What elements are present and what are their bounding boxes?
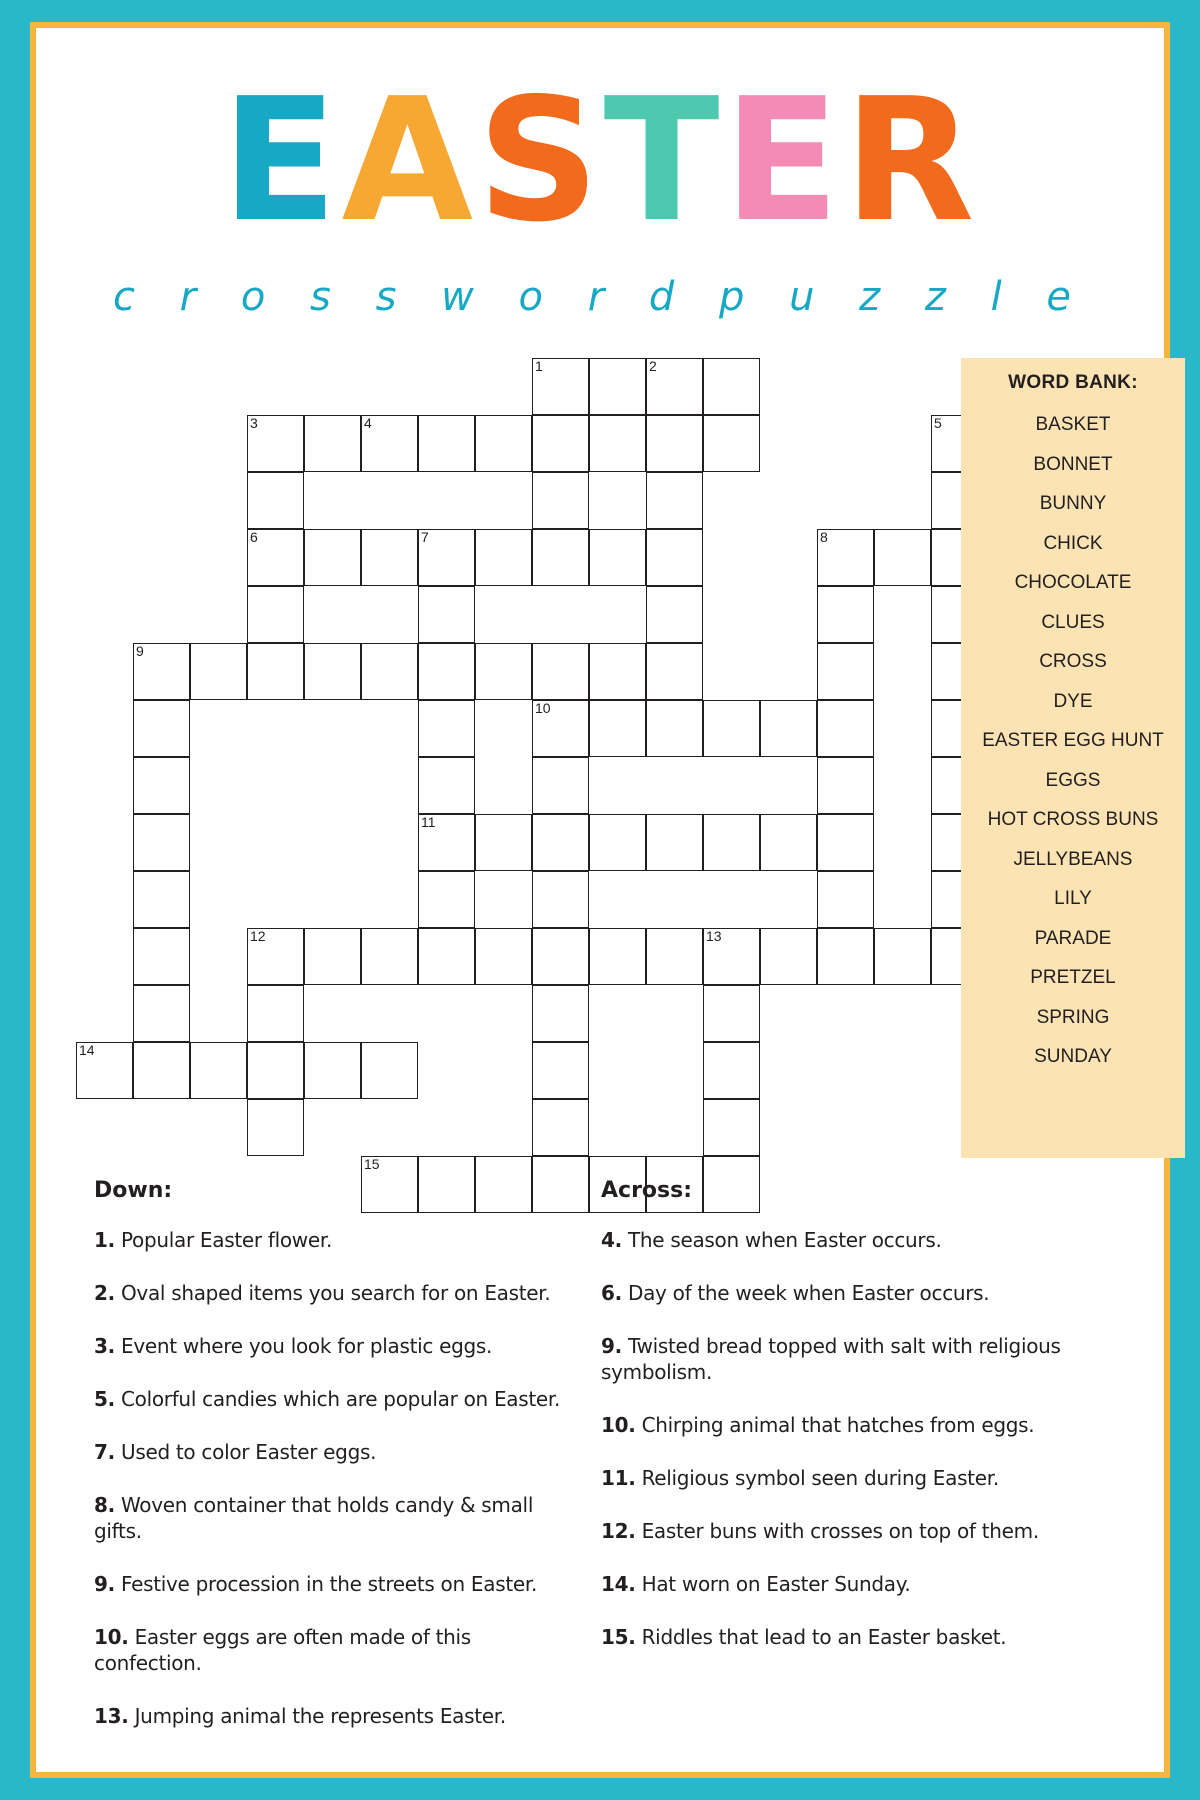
clue-text: Chirping animal that hatches from eggs. bbox=[635, 1413, 1035, 1437]
clue-item bbox=[601, 1333, 1091, 1385]
title-letter: T bbox=[603, 62, 724, 260]
title-block bbox=[36, 36, 1164, 336]
clue-text: Riddles that lead to an Easter basket. bbox=[635, 1625, 1007, 1649]
clue-number: 12. bbox=[601, 1519, 636, 1543]
grid-cell[interactable] bbox=[532, 415, 589, 472]
grid-cell[interactable] bbox=[418, 415, 475, 472]
grid-cell[interactable] bbox=[589, 700, 646, 757]
grid-cell[interactable] bbox=[703, 700, 760, 757]
grid-cell[interactable] bbox=[532, 1042, 589, 1099]
grid-cell[interactable] bbox=[703, 985, 760, 1042]
grid-cell-number: 4 bbox=[364, 415, 372, 431]
clue-number: 11. bbox=[601, 1466, 636, 1490]
clue-text: Jumping animal the represents Easter. bbox=[128, 1704, 506, 1728]
grid-cell[interactable] bbox=[532, 643, 589, 700]
clue-text: Religious symbol seen during Easter. bbox=[635, 1466, 999, 1490]
clue-item bbox=[94, 1439, 584, 1465]
grid-cell[interactable] bbox=[304, 415, 361, 472]
easter-title bbox=[36, 46, 1164, 276]
grid-cell[interactable] bbox=[532, 529, 589, 586]
clue-number: 10. bbox=[94, 1625, 129, 1649]
grid-cell[interactable] bbox=[361, 415, 418, 472]
grid-cell[interactable] bbox=[532, 928, 589, 985]
clue-item bbox=[94, 1333, 584, 1359]
clues-across-column bbox=[571, 1178, 1091, 1677]
grid-cell[interactable] bbox=[817, 814, 874, 871]
grid-cell[interactable] bbox=[817, 928, 874, 985]
grid-cell[interactable] bbox=[133, 757, 190, 814]
clue-text: Woven container that holds candy & small gifts. bbox=[94, 1493, 534, 1543]
clue-number: 10. bbox=[601, 1413, 636, 1437]
grid-cell[interactable] bbox=[133, 700, 190, 757]
subtitle: c r o s s w o r d p u z z l e bbox=[112, 274, 1088, 320]
grid-cell[interactable] bbox=[304, 1042, 361, 1099]
grid-cell[interactable] bbox=[532, 757, 589, 814]
word-bank-item: CHOCOLATE bbox=[1014, 572, 1132, 593]
grid-cell[interactable] bbox=[304, 529, 361, 586]
grid-cell[interactable] bbox=[532, 814, 589, 871]
clue-item bbox=[601, 1624, 1091, 1650]
grid-cell[interactable] bbox=[247, 529, 304, 586]
grid-cell-number: 13 bbox=[706, 928, 722, 944]
clue-item bbox=[94, 1624, 584, 1676]
grid-cell[interactable] bbox=[133, 871, 190, 928]
clue-text: Twisted bread topped with salt with religious symbolism. bbox=[601, 1334, 1061, 1384]
word-bank-item: PARADE bbox=[1034, 927, 1112, 949]
grid-cell[interactable] bbox=[247, 586, 304, 643]
grid-cell[interactable] bbox=[817, 871, 874, 928]
grid-cell[interactable] bbox=[475, 415, 532, 472]
grid-cell[interactable] bbox=[418, 871, 475, 928]
clue-text: Easter eggs are often made of this confection. bbox=[94, 1625, 471, 1675]
word-bank-item: JELLYBEANS bbox=[1013, 848, 1133, 870]
grid-cell[interactable] bbox=[817, 586, 874, 643]
grid-cell[interactable] bbox=[589, 643, 646, 700]
grid-cell-number: 5 bbox=[934, 415, 942, 431]
grid-cell[interactable] bbox=[247, 643, 304, 700]
grid-cell[interactable] bbox=[190, 643, 247, 700]
title-letter: R bbox=[843, 62, 979, 260]
word-bank-item: BASKET bbox=[1035, 414, 1111, 435]
grid-cell[interactable] bbox=[418, 700, 475, 757]
grid-cell[interactable] bbox=[817, 700, 874, 757]
clue-item bbox=[94, 1386, 584, 1412]
clue-text: Used to color Easter eggs. bbox=[114, 1440, 377, 1464]
grid-cell[interactable] bbox=[418, 928, 475, 985]
clue-item bbox=[94, 1492, 584, 1544]
grid-cell[interactable] bbox=[589, 814, 646, 871]
grid-cell[interactable] bbox=[589, 358, 646, 415]
clue-number: 14. bbox=[601, 1572, 636, 1596]
grid-cell[interactable] bbox=[646, 358, 703, 415]
grid-cell-number: 12 bbox=[250, 928, 266, 944]
grid-cell-number: 15 bbox=[364, 1156, 380, 1172]
word-bank-item: CLUES bbox=[1041, 611, 1105, 633]
grid-cell[interactable] bbox=[646, 586, 703, 643]
clue-item bbox=[601, 1227, 1091, 1253]
word-bank-item: DYE bbox=[1053, 690, 1093, 712]
grid-cell[interactable] bbox=[190, 1042, 247, 1099]
grid-cell[interactable] bbox=[361, 1042, 418, 1099]
grid-cell[interactable] bbox=[133, 928, 190, 985]
grid-cell[interactable] bbox=[874, 928, 931, 985]
grid-cell[interactable] bbox=[703, 928, 760, 985]
grid-cell[interactable] bbox=[418, 757, 475, 814]
grid-cell[interactable] bbox=[703, 1042, 760, 1099]
word-bank-item: PRETZEL bbox=[1030, 967, 1116, 988]
grid-cell[interactable] bbox=[304, 928, 361, 985]
grid-cell[interactable] bbox=[817, 529, 874, 586]
clue-number: 5. bbox=[94, 1387, 115, 1411]
grid-cell[interactable] bbox=[646, 529, 703, 586]
grid-cell[interactable] bbox=[133, 643, 190, 700]
grid-cell[interactable] bbox=[475, 928, 532, 985]
grid-cell[interactable] bbox=[133, 814, 190, 871]
grid-cell[interactable] bbox=[475, 529, 532, 586]
grid-cell[interactable] bbox=[418, 586, 475, 643]
grid-cell[interactable] bbox=[304, 643, 361, 700]
clue-number: 8. bbox=[94, 1493, 115, 1517]
word-bank-item: EASTER EGG HUNT bbox=[982, 730, 1164, 751]
clue-text: Festive procession in the streets on Easter. bbox=[114, 1572, 538, 1596]
word-bank-heading: WORD BANK: bbox=[1008, 372, 1138, 393]
grid-cell[interactable] bbox=[361, 529, 418, 586]
grid-cell-number: 1 bbox=[535, 358, 543, 374]
clue-number: 7. bbox=[94, 1440, 115, 1464]
clue-item bbox=[94, 1571, 584, 1597]
grid-cell[interactable] bbox=[475, 643, 532, 700]
clue-number: 1. bbox=[94, 1228, 115, 1252]
word-bank-item: SUNDAY bbox=[1034, 1046, 1112, 1067]
clue-number: 15. bbox=[601, 1625, 636, 1649]
grid-cell[interactable] bbox=[817, 643, 874, 700]
clue-number: 4. bbox=[601, 1228, 622, 1252]
word-bank bbox=[961, 358, 1185, 1158]
grid-cell[interactable] bbox=[532, 985, 589, 1042]
grid-cell[interactable] bbox=[247, 1099, 304, 1156]
clue-text: The season when Easter occurs. bbox=[621, 1228, 942, 1252]
clue-item bbox=[601, 1571, 1091, 1597]
word-bank-item: BUNNY bbox=[1039, 493, 1107, 514]
grid-cell[interactable] bbox=[589, 529, 646, 586]
grid-cell[interactable] bbox=[760, 700, 817, 757]
grid-cell[interactable] bbox=[703, 814, 760, 871]
clue-text: Popular Easter flower. bbox=[114, 1228, 333, 1252]
grid-cell[interactable] bbox=[760, 814, 817, 871]
worksheet-page bbox=[30, 22, 1170, 1778]
clue-item bbox=[601, 1412, 1091, 1438]
clue-text: Oval shaped items you search for on Easter. bbox=[114, 1281, 551, 1305]
grid-cell[interactable] bbox=[475, 814, 532, 871]
grid-cell[interactable] bbox=[532, 1099, 589, 1156]
word-bank-item: LILY bbox=[1054, 888, 1092, 909]
grid-cell[interactable] bbox=[133, 985, 190, 1042]
clues-section bbox=[36, 1178, 1164, 1778]
clue-number: 9. bbox=[94, 1572, 115, 1596]
grid-cell[interactable] bbox=[760, 928, 817, 985]
clue-text: Colorful candies which are popular on Easter. bbox=[114, 1387, 561, 1411]
title-letter: A bbox=[341, 62, 478, 260]
clue-text: Hat worn on Easter Sunday. bbox=[635, 1572, 911, 1596]
word-bank-item: CROSS bbox=[1039, 651, 1107, 672]
grid-cell-number: 10 bbox=[535, 700, 551, 716]
grid-cell[interactable] bbox=[646, 415, 703, 472]
clue-number: 3. bbox=[94, 1334, 115, 1358]
word-bank-item: SPRING bbox=[1036, 1006, 1110, 1028]
crossword-grid[interactable] bbox=[76, 358, 956, 1188]
clues-down-heading: Down: bbox=[94, 1178, 173, 1203]
grid-cell[interactable] bbox=[532, 700, 589, 757]
grid-cell[interactable] bbox=[817, 757, 874, 814]
grid-cell[interactable] bbox=[76, 1042, 133, 1099]
grid-cell[interactable] bbox=[646, 472, 703, 529]
grid-cell-number: 2 bbox=[649, 358, 657, 374]
grid-cell[interactable] bbox=[361, 928, 418, 985]
clue-item bbox=[601, 1465, 1091, 1491]
grid-cell[interactable] bbox=[247, 985, 304, 1042]
grid-cell[interactable] bbox=[133, 1042, 190, 1099]
clue-number: 9. bbox=[601, 1334, 622, 1358]
grid-cell[interactable] bbox=[418, 643, 475, 700]
grid-cell[interactable] bbox=[532, 358, 589, 415]
clues-down-column bbox=[64, 1178, 584, 1756]
grid-cell[interactable] bbox=[703, 1099, 760, 1156]
word-bank-item: BONNET bbox=[1033, 453, 1113, 475]
grid-cell[interactable] bbox=[646, 928, 703, 985]
title-letter: E bbox=[221, 62, 342, 260]
grid-cell[interactable] bbox=[703, 415, 760, 472]
title-letter: E bbox=[723, 62, 844, 260]
clues-across-heading: Across: bbox=[601, 1178, 693, 1203]
title-letter: S bbox=[477, 62, 604, 260]
grid-cell-number: 3 bbox=[250, 415, 258, 431]
grid-cell[interactable] bbox=[418, 529, 475, 586]
grid-cell-number: 8 bbox=[820, 529, 828, 545]
grid-cell[interactable] bbox=[874, 529, 931, 586]
clue-text: Day of the week when Easter occurs. bbox=[621, 1281, 990, 1305]
clue-text: Event where you look for plastic eggs. bbox=[114, 1334, 493, 1358]
grid-cell[interactable] bbox=[646, 814, 703, 871]
clue-item bbox=[601, 1518, 1091, 1544]
clue-item bbox=[94, 1227, 584, 1253]
grid-cell[interactable] bbox=[703, 358, 760, 415]
grid-cell-number: 11 bbox=[421, 814, 436, 830]
word-bank-item: CHICK bbox=[1043, 532, 1103, 554]
clue-number: 13. bbox=[94, 1704, 129, 1728]
word-bank-item: HOT CROSS BUNS bbox=[987, 809, 1159, 830]
grid-cell[interactable] bbox=[589, 415, 646, 472]
grid-cell[interactable] bbox=[532, 871, 589, 928]
word-bank-item: EGGS bbox=[1045, 769, 1101, 791]
clue-item bbox=[94, 1703, 584, 1729]
grid-cell[interactable] bbox=[646, 643, 703, 700]
grid-cell[interactable] bbox=[247, 415, 304, 472]
grid-cell[interactable] bbox=[418, 814, 475, 871]
grid-cell[interactable] bbox=[247, 928, 304, 985]
clue-item bbox=[94, 1280, 584, 1306]
clue-number: 6. bbox=[601, 1281, 622, 1305]
grid-cell-number: 14 bbox=[79, 1042, 95, 1058]
clue-item bbox=[601, 1280, 1091, 1306]
grid-cell[interactable] bbox=[589, 928, 646, 985]
grid-cell-number: 9 bbox=[136, 643, 144, 659]
grid-cell[interactable] bbox=[361, 643, 418, 700]
grid-cell-number: 6 bbox=[250, 529, 258, 545]
clue-number: 2. bbox=[94, 1281, 115, 1305]
clue-text: Easter buns with crosses on top of them. bbox=[635, 1519, 1039, 1543]
grid-cell[interactable] bbox=[247, 472, 304, 529]
grid-cell[interactable] bbox=[247, 1042, 304, 1099]
grid-cell-number: 7 bbox=[421, 529, 429, 545]
grid-cell[interactable] bbox=[646, 700, 703, 757]
grid-cell[interactable] bbox=[532, 472, 589, 529]
